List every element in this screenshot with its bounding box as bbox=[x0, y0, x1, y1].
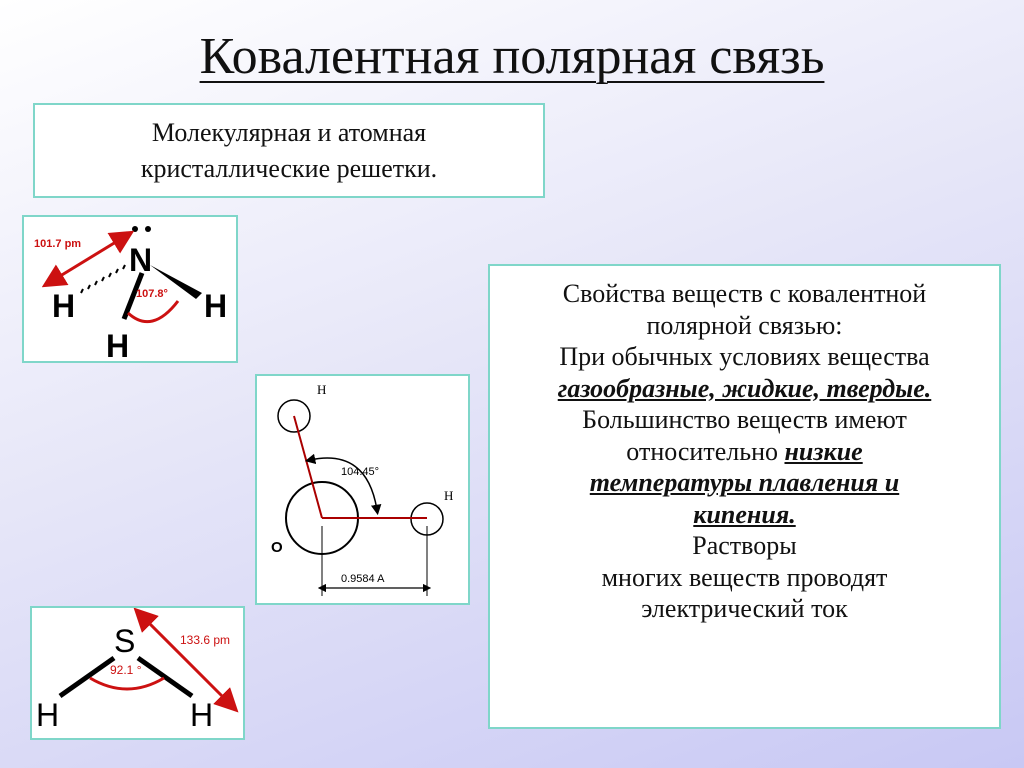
atom-h-left: H bbox=[36, 697, 60, 733]
ammonia-diagram bbox=[22, 215, 238, 363]
properties-emphasis: температуры плавления и bbox=[589, 468, 900, 497]
bond-length-label: 0.9584 A bbox=[341, 573, 385, 585]
hydrogen-sulfide-diagram bbox=[30, 606, 245, 740]
atom-h-right: H bbox=[190, 697, 214, 733]
properties-emphasis: газообразные, жидкие, твердые. bbox=[557, 373, 932, 403]
properties-line bbox=[490, 436, 999, 468]
properties-box bbox=[488, 264, 1001, 729]
bond-angle-arc bbox=[90, 678, 164, 689]
subtitle-line-2: кристаллические решетки. bbox=[140, 154, 438, 183]
properties-line: электрический ток bbox=[641, 594, 848, 623]
bond-length-label: 133.6 pm bbox=[180, 633, 231, 647]
bond-angle-label: 92.1 ° bbox=[110, 663, 142, 677]
bond-line bbox=[294, 416, 322, 518]
properties-line: Свойства веществ с ковалентной bbox=[562, 279, 927, 308]
properties-emphasis: низкие bbox=[784, 436, 863, 466]
lone-pair-dot bbox=[132, 226, 138, 232]
water-diagram bbox=[255, 374, 470, 605]
properties-line: Растворы bbox=[692, 531, 797, 560]
atom-o: O bbox=[271, 539, 283, 556]
bond-length-label: 101.7 pm bbox=[34, 238, 82, 250]
atom-s: S bbox=[114, 623, 136, 659]
bond-angle-label: 104.45° bbox=[341, 466, 380, 478]
crystal-lattice-box bbox=[33, 103, 545, 198]
properties-line: полярной связью: bbox=[646, 310, 843, 340]
atom-h-right: H bbox=[444, 488, 454, 503]
atom-n: N bbox=[129, 242, 153, 278]
atom-h-bottom: H bbox=[106, 328, 130, 361]
properties-emphasis: кипения. bbox=[693, 499, 796, 529]
atom-h-top: H bbox=[317, 382, 327, 397]
bond-angle-label: 107.8° bbox=[136, 288, 168, 300]
properties-line: При обычных условиях вещества bbox=[559, 342, 930, 371]
atom-h-left: H bbox=[52, 288, 76, 324]
bond-line bbox=[138, 658, 192, 696]
properties-line: Большинство веществ имеют bbox=[582, 405, 907, 434]
hashed-bond bbox=[81, 265, 125, 293]
lone-pair-dot bbox=[145, 226, 151, 232]
properties-line: многих веществ проводят bbox=[601, 562, 888, 592]
properties-text: относительно bbox=[626, 436, 785, 466]
bond-line bbox=[60, 658, 114, 696]
slide-title: Ковалентная полярная связь bbox=[199, 28, 825, 85]
atom-h-right: H bbox=[204, 288, 228, 324]
subtitle-line-1: Молекулярная и атомная bbox=[151, 118, 427, 147]
bond-angle-arc bbox=[128, 301, 178, 322]
